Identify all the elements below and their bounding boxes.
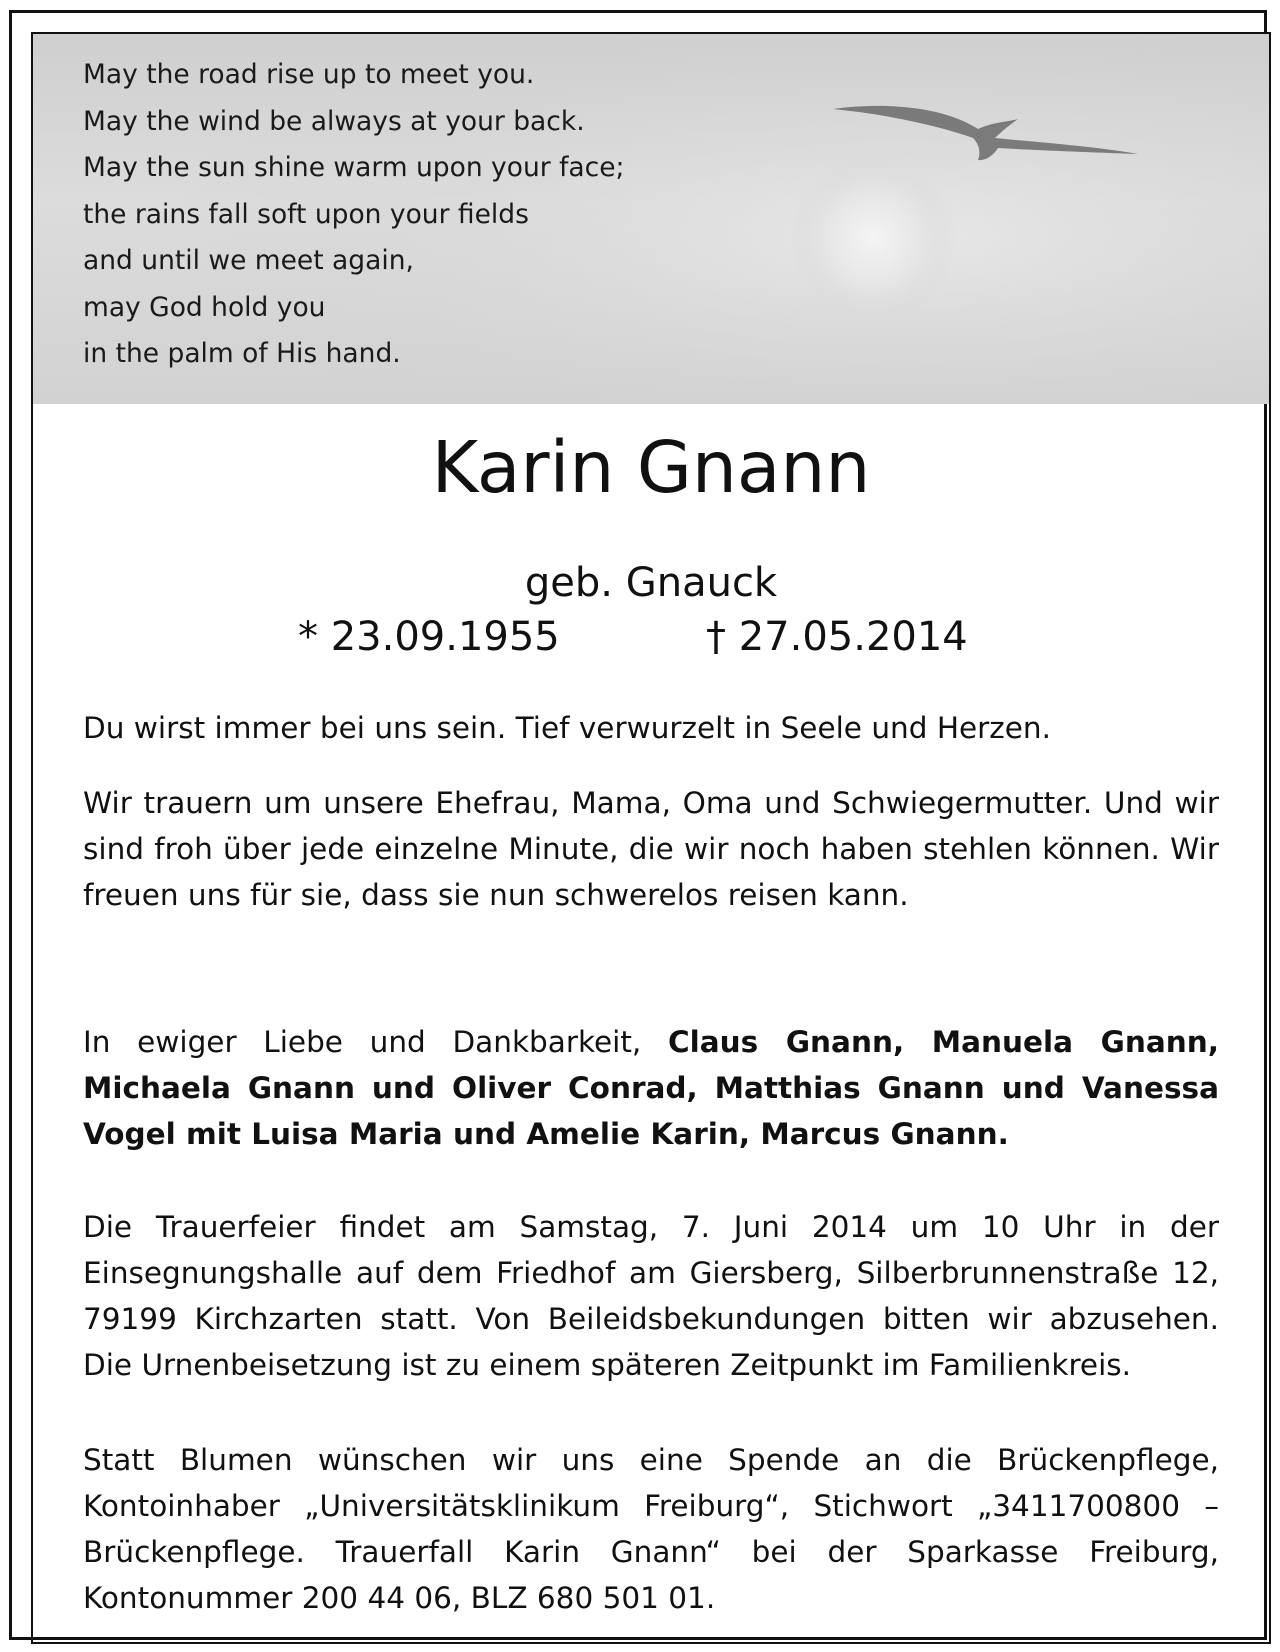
notice-inner-frame [31,32,1271,1644]
funeral-info-paragraph: Die Trauerfeier findet am Samstag, 7. Juni 2014 um 10 Uhr in der Einsegnungshalle auf dem Friedhof am Giersberg, Silberbrunnenstraße 12, 79199 Kirchzarten statt. Von Beileidsbekundungen bitten wir abzusehen. Die Urnenbeisetzung ist zu einem späteren Zeitpunkt im Familienkreis. [83,1210,1219,1382]
deceased-name: Karin Gnann [431,426,871,509]
poem-line: May the sun shine warm upon your face; [83,152,625,183]
donation-info-paragraph: Statt Blumen wünschen wir uns eine Spende an die Brückenpflege, Kontoinhaber „Universitätsklinikum Freiburg“, Stichwort „3411700800 – Brückenpflege. Trauerfall Karin Gnann“ bei der Sparkasse Freiburg, Kontonummer 200 44 06, BLZ 680 501 01. [83,1443,1219,1615]
poem-line: may God hold you [83,291,326,323]
birth-date: * 23.09.1955 [298,614,560,660]
family-names: Claus Gnann, Manuela Gnann, Michaela Gnann und Oliver Conrad, Matthias Gnann und Vanessa Vogel mit Luisa Maria und Amelie Karin, Marcus Gnann. [83,1025,1219,1151]
family-signoff [83,1019,1219,1157]
poem-line: and until we meet again, [83,245,414,276]
death-date: † 27.05.2014 [706,614,968,660]
notice-outer-frame [9,10,1267,1640]
memorial-line: Du wirst immer bei uns sein. Tief verwurzelt in Seele und Herzen. [83,711,1051,745]
poem-line: May the wind be always at your back. [83,105,585,137]
poem-line: the rains fall soft upon your fields [83,198,529,230]
signoff-intro: In ewiger Liebe und Dankbarkeit, [83,1025,669,1059]
mourning-paragraph: Wir trauern um unsere Ehefrau, Mama, Oma und Schwiegermutter. Und wir sind froh über jede einzelne Minute, die wir noch haben stehlen können. Wir freuen uns für sie, dass sie nun schwerelos reisen kann. [83,786,1219,912]
sun-icon [788,154,958,324]
poem-line: in the palm of His hand. [83,338,401,369]
poem-line: May the road rise up to meet you. [83,59,535,90]
poem-header-banner [33,34,1269,404]
poem-verse [83,52,624,378]
maiden-name: geb. Gnauck [524,560,778,606]
